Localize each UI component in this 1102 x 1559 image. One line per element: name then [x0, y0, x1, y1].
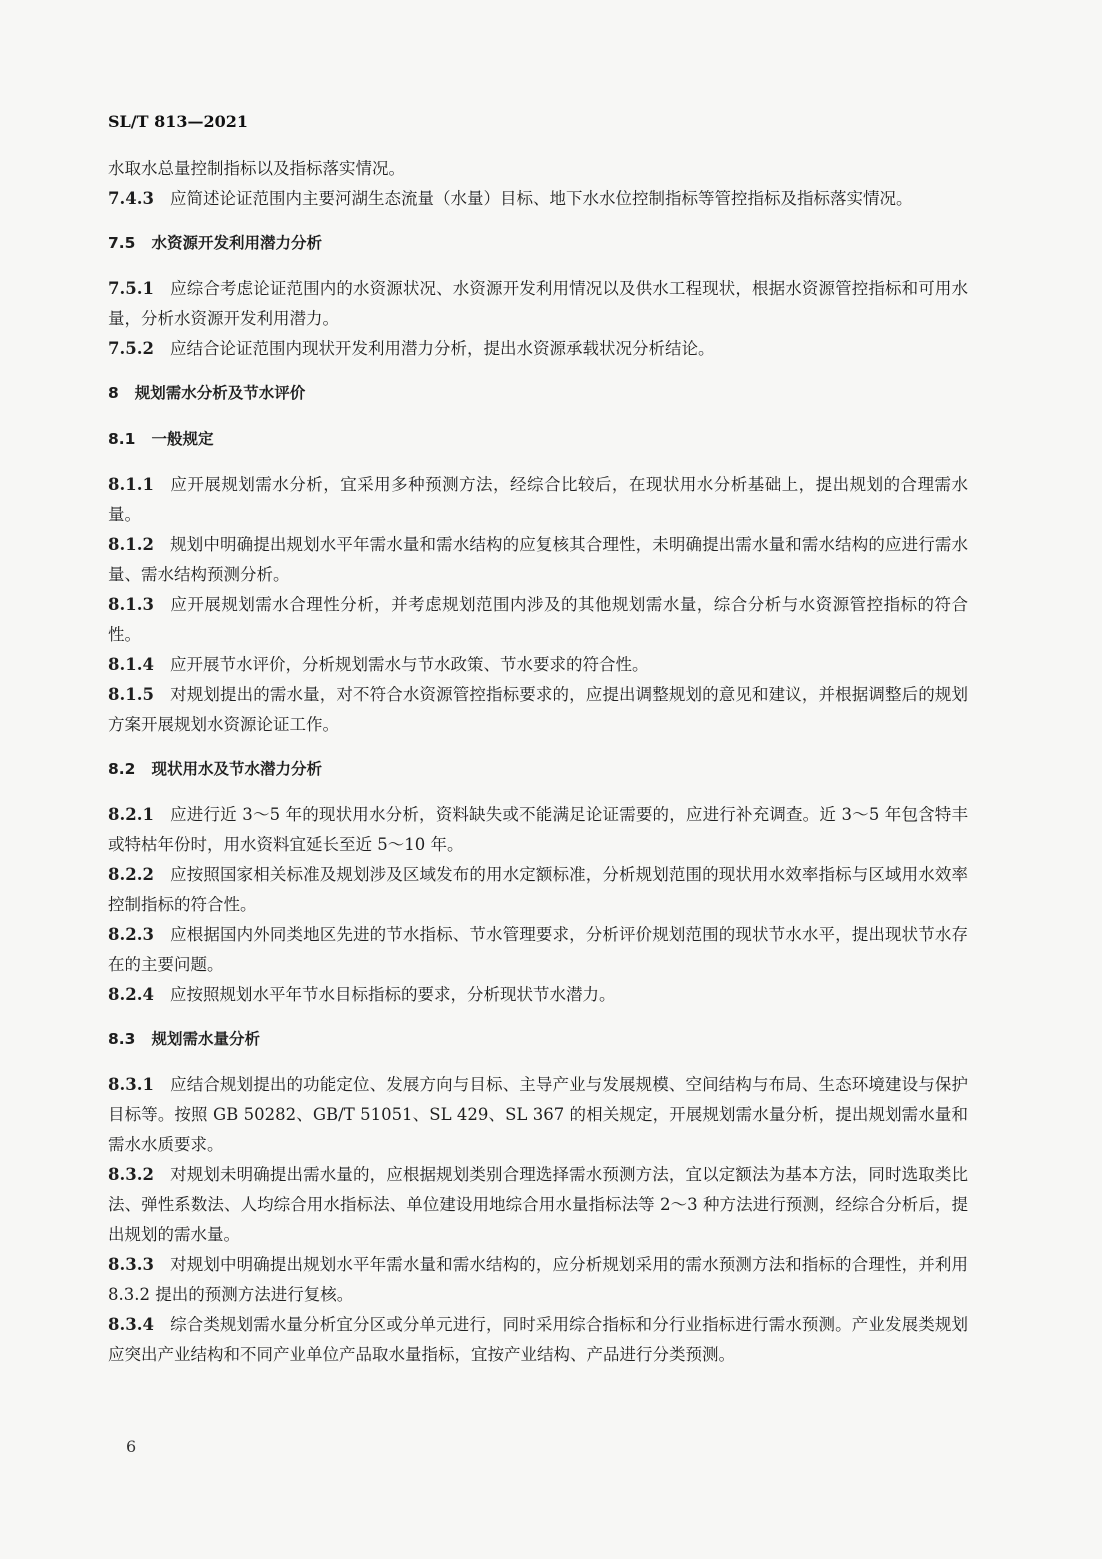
clause-number: 8.3 [108, 1030, 136, 1048]
clause-number: 8.2.1 [108, 805, 154, 824]
clause-number: 8.1 [108, 430, 136, 448]
page-number: 6 [126, 1437, 137, 1456]
clause-number: 8.1.5 [108, 685, 154, 704]
clause-number: 8.2.3 [108, 925, 154, 944]
section-heading [108, 754, 968, 784]
clause-text: 应综合考虑论证范围内的水资源状况、水资源开发利用情况以及供水工程现状，根据水资源管控指标和可用水量，分析水资源开发利用潜力。 [108, 279, 968, 328]
clause-text: 应根据国内外同类地区先进的节水指标、节水管理要求，分析评价规划范围的现状节水水平，提出现状节水存在的主要问题。 [108, 925, 968, 974]
clause-text: 应按照国家相关标准及规划涉及区域发布的用水定额标准，分析规划范围的现状用水效率指标与区域用水效率控制指标的符合性。 [108, 865, 968, 914]
clause-number: 8.3.1 [108, 1075, 154, 1094]
clause-number: 7.5 [108, 234, 136, 252]
clause-paragraph [108, 920, 968, 980]
clause-text: 规划中明确提出规划水平年需水量和需水结构的应复核其合理性，未明确提出需水量和需水结构的应进行需水量、需水结构预测分析。 [108, 535, 968, 584]
clause-number: 7.5.1 [108, 279, 154, 298]
clause-paragraph [108, 650, 968, 680]
clause-text: 应结合论证范围内现状开发利用潜力分析，提出水资源承载状况分析结论。 [169, 339, 715, 358]
clause-paragraph [108, 1310, 968, 1370]
clause-text: 综合类规划需水量分析宜分区或分单元进行，同时采用综合指标和分行业指标进行需水预测。产业发展类规划应突出产业结构和不同产业单位产品取水量指标，宜按产业结构、产品进行分类预测。 [108, 1315, 968, 1364]
clause-number: 8.1.3 [108, 595, 154, 614]
clause-paragraph [108, 590, 968, 650]
clause-text: 应结合规划提出的功能定位、发展方向与目标、主导产业与发展规模、空间结构与布局、生态环境建设与保护目标等。按照 GB 50282、GB/T 51051、SL 429、SL 367 的相关规定，开展规划需水量分析，提出规划需水量和需水水质要求。 [108, 1075, 968, 1154]
clause-text: 水取水总量控制指标以及指标落实情况。 [108, 159, 405, 178]
clause-paragraph [108, 334, 968, 364]
clause-paragraph [108, 1160, 968, 1250]
clause-text: 规划需水量分析 [151, 1030, 260, 1048]
clause-text: 一般规定 [151, 430, 214, 448]
clause-paragraph [108, 470, 968, 530]
clause-text: 应开展规划需水合理性分析，并考虑规划范围内涉及的其他规划需水量，综合分析与水资源管控指标的符合性。 [108, 595, 968, 644]
clause-number: 8 [108, 384, 119, 402]
clause-number: 8.2 [108, 760, 136, 778]
clause-paragraph [108, 184, 968, 214]
clause-text: 应按照规划水平年节水目标指标的要求，分析现状节水潜力。 [169, 985, 616, 1004]
clause-paragraph [108, 1070, 968, 1160]
clause-paragraph [108, 274, 968, 334]
standard-code-header: SL/T 813—2021 [108, 112, 249, 131]
clause-number: 8.3.2 [108, 1165, 154, 1184]
clause-number: 8.3.4 [108, 1315, 154, 1334]
section-heading [108, 424, 968, 454]
clause-paragraph [108, 860, 968, 920]
clause-paragraph [108, 1250, 968, 1310]
clause-paragraph [108, 800, 968, 860]
clause-number: 8.2.2 [108, 865, 154, 884]
section-heading [108, 1024, 968, 1054]
clause-number: 7.4.3 [108, 189, 154, 208]
clause-text: 应进行近 3～5 年的现状用水分析，资料缺失或不能满足论证需要的，应进行补充调查。近 3～5 年包含特丰或特枯年份时，用水资料宜延长至近 5～10 年。 [108, 805, 968, 854]
section-heading [108, 378, 968, 408]
clause-number: 8.1.2 [108, 535, 154, 554]
clause-text: 应简述论证范围内主要河湖生态流量（水量）目标、地下水水位控制指标等管控指标及指标落实情况。 [169, 189, 913, 208]
clause-paragraph [108, 980, 968, 1010]
clause-number: 8.1.1 [108, 475, 154, 494]
clause-paragraph [108, 530, 968, 590]
clause-text: 现状用水及节水潜力分析 [151, 760, 322, 778]
clause-number: 8.1.4 [108, 655, 154, 674]
clause-text: 水资源开发利用潜力分析 [151, 234, 322, 252]
clause-number: 7.5.2 [108, 339, 154, 358]
clause-number: 8.2.4 [108, 985, 154, 1004]
clause-text: 应开展节水评价，分析规划需水与节水政策、节水要求的符合性。 [169, 655, 649, 674]
clause-text: 对规划提出的需水量，对不符合水资源管控指标要求的，应提出调整规划的意见和建议，并根据调整后的规划方案开展规划水资源论证工作。 [108, 685, 968, 734]
section-heading [108, 228, 968, 258]
clause-paragraph [108, 680, 968, 740]
clause-number: 8.3.3 [108, 1255, 154, 1274]
clause-paragraph [108, 154, 968, 184]
clause-text: 应开展规划需水分析，宜采用多种预测方法，经综合比较后，在现状用水分析基础上，提出规划的合理需水量。 [108, 475, 968, 524]
clause-text: 规划需水分析及节水评价 [134, 384, 306, 402]
clause-text: 对规划中明确提出规划水平年需水量和需水结构的，应分析规划采用的需水预测方法和指标的合理性，并利用 8.3.2 提出的预测方法进行复核。 [108, 1255, 968, 1304]
clause-text: 对规划未明确提出需水量的，应根据规划类别合理选择需水预测方法，宜以定额法为基本方法，同时选取类比法、弹性系数法、人均综合用水指标法、单位建设用地综合用水量指标法等 2～3 种方法进行预测，经综合分析后，提出规划的需水量。 [108, 1165, 968, 1244]
document-body [108, 154, 968, 1370]
